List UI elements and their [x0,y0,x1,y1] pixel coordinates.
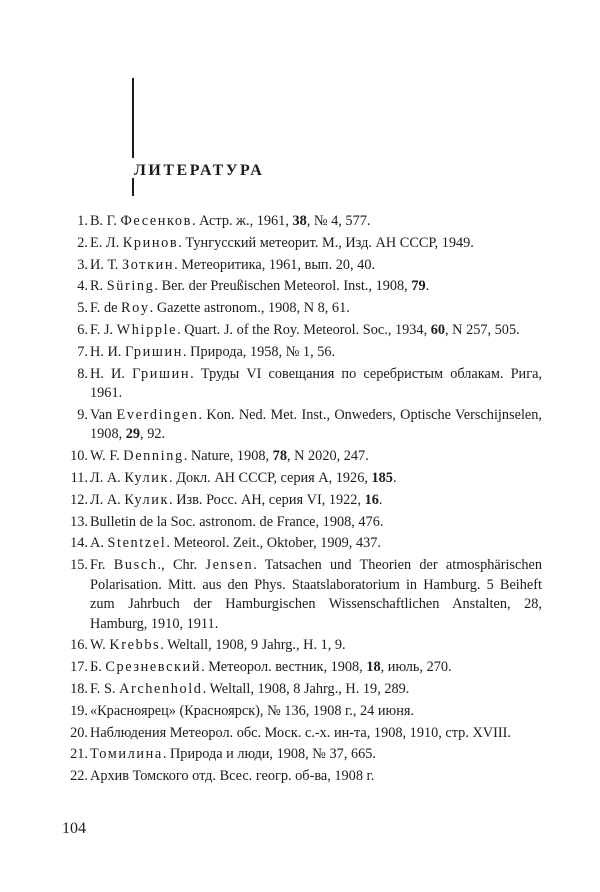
reference-text: Н. И. [90,365,133,382]
reference-text: Наблюдения Метеорол. обс. Моск. с.-х. ин-та, 1908, 1910, стр. XVIII. [90,724,511,741]
reference-item [62,636,542,656]
author-name: Everdingen [116,406,199,423]
reference-number: 8. [77,365,88,382]
reference-text: F. S. [90,681,120,698]
reference-text: «Красноярец» (Красноярск), № 136, 1908 г., 24 июня. [90,702,415,719]
reference-text: W. [90,637,110,654]
author-name: Denning [123,448,184,465]
reference-text: . Природа и люди, 1908, № 37, 665. [162,746,376,763]
reference-text: Е. Л. [90,234,123,251]
reference-text: . Природа, 1958, № 1, 56. [183,343,336,360]
reference-text: Л. А. [90,469,125,486]
reference-number: 4. [77,278,88,295]
author-name: Томилина [90,746,163,763]
reference-text: Н. И. [90,343,125,360]
reference-text: . Gazette astronom., 1908, N 8, 61. [149,300,350,317]
reference-text: . Kon. Ned. Met. Inst., Onweders, Optische Verschijnselen, 1908, [90,406,542,443]
reference-number: 12. [70,491,88,508]
volume-number: 29 [125,426,141,443]
reference-text: . Weltall, 1908, 8 Jahrg., H. 19, 289. [202,681,410,698]
volume-number: 60 [430,321,446,338]
author-name: Whipple [116,321,178,338]
author-name: Срезневский [105,659,202,676]
author-name: Зоткин [121,256,175,273]
reference-item [62,658,542,678]
author-name: Кулик [124,469,170,486]
reference-text: F. J. [90,321,117,338]
reference-text: . [378,491,383,508]
volume-number: 79 [411,278,426,295]
reference-number: 7. [77,343,88,360]
volume-number: 38 [292,213,307,229]
author-name: Archenhold [119,681,203,698]
reference-text: . [425,278,430,295]
reference-text: A. [90,535,108,552]
reference-text: Bulletin de la Soc. astronom. de France, 1908, 476. [90,513,384,530]
author-name: Фесенков [120,213,192,229]
vertical-rule-short [132,178,134,196]
reference-item [62,234,542,254]
reference-item [62,256,542,276]
reference-text: ., Chr. [157,557,206,574]
reference-item [62,365,542,404]
reference-number: 22. [70,768,88,785]
reference-text: В. Г. [90,213,121,229]
author-name: Krebbs [109,637,161,654]
reference-item [62,277,542,297]
reference-number: 15. [70,557,88,574]
reference-list [62,212,542,789]
reference-item [62,212,542,232]
author-name: Busch [113,557,158,574]
reference-text: . Докл. АН СССР, серия А, 1926, [169,469,372,486]
reference-item [62,321,542,341]
reference-item [62,469,542,489]
reference-text: . Труды VI совещания по серебристым облакам. Рига, 1961. [90,365,542,402]
author-name: Süring [106,278,155,295]
reference-text: . Тунгусский метеорит. М., Изд. АН СССР, 1949. [178,234,474,251]
reference-text: . [392,469,397,486]
reference-number: 3. [77,256,88,273]
reference-number: 10. [70,448,88,465]
volume-number: 16 [364,491,379,508]
author-name: Кринов [122,234,179,251]
reference-item [62,513,542,533]
author-name: Stentzel [107,535,167,552]
reference-number: 14. [70,535,88,552]
reference-text: W. F. [90,448,124,465]
section-heading: ЛИТЕРАТУРА [134,162,265,179]
author-name: Гришин [124,343,184,360]
reference-item [62,745,542,765]
reference-number: 19. [70,702,88,719]
reference-item [62,406,542,445]
reference-text: Архив Томского отд. Всес. геогр. об-ва, 1908 г. [90,768,375,785]
reference-text: , 92. [140,426,166,443]
reference-number: 20. [70,724,88,741]
reference-item [62,680,542,700]
reference-number: 6. [77,321,88,338]
reference-item [62,299,542,319]
reference-number: 5. [77,300,88,317]
reference-item [62,343,542,363]
reference-text: Л. А. [90,491,125,508]
reference-text: . Метеоритика, 1961, вып. 20, 40. [174,256,376,273]
reference-text: , № 4, 577. [306,213,371,229]
reference-number: 17. [70,659,88,676]
reference-item [62,556,542,634]
volume-number: 18 [366,659,381,676]
reference-item [62,702,542,722]
reference-text: F. de [90,300,122,317]
reference-item [62,447,542,467]
author-name: Кулик [124,491,170,508]
reference-text: . Астр. ж., 1961, [191,213,293,229]
reference-number: 1. [77,213,88,229]
reference-text: . Ber. der Preußischen Meteorol. Inst., 1908, [154,278,412,295]
page-number: 104 [62,820,86,837]
author-name: Гришин [132,365,191,382]
reference-number: 2. [77,234,88,251]
reference-item [62,491,542,511]
reference-text: . Nature, 1908, [183,448,273,465]
reference-text: . Метеорол. вестник, 1908, [201,659,367,676]
reference-item [62,767,542,787]
reference-item [62,534,542,554]
volume-number: 78 [272,448,287,465]
reference-text: , N 2020, 247. [286,448,369,465]
reference-text: R. [90,278,107,295]
reference-text: , июль, 270. [380,659,452,676]
reference-text: Fr. [90,557,114,574]
reference-item [62,724,542,744]
vertical-rule [132,78,134,158]
reference-number: 11. [70,469,88,486]
reference-number: 9. [77,406,88,423]
reference-number: 16. [70,637,88,654]
reference-text: . Weltall, 1908, 9 Jahrg., H. 1, 9. [160,637,346,654]
author-name: Jensen [205,557,254,574]
reference-text: . Quart. J. of the Roy. Meteorol. Soc., 1934, [177,321,431,338]
reference-number: 21. [70,746,88,763]
reference-text: . Meteorol. Zeit., Oktober, 1909, 437. [166,535,381,552]
author-name: Roy [121,300,150,317]
reference-text: Van [90,406,117,423]
reference-text: . Изв. Росс. АН, серия VI, 1922, [169,491,365,508]
reference-text: , N 257, 505. [445,321,520,338]
reference-text: И. Т. [90,256,122,273]
volume-number: 185 [371,469,393,486]
reference-number: 18. [70,681,88,698]
reference-text: . Tatsachen und Theorien der atmosphärischen Polarisation. Mitt. aus den Phys. Staatslaboratorium in Hamburg. 5 Beiheft zum Jahrbuch der Hamburgischen Wissenschaftlichen Anstalten, 28, Hamburg, 1910, 1911. [90,557,542,632]
reference-text: Б. [90,659,106,676]
reference-number: 13. [70,513,88,530]
